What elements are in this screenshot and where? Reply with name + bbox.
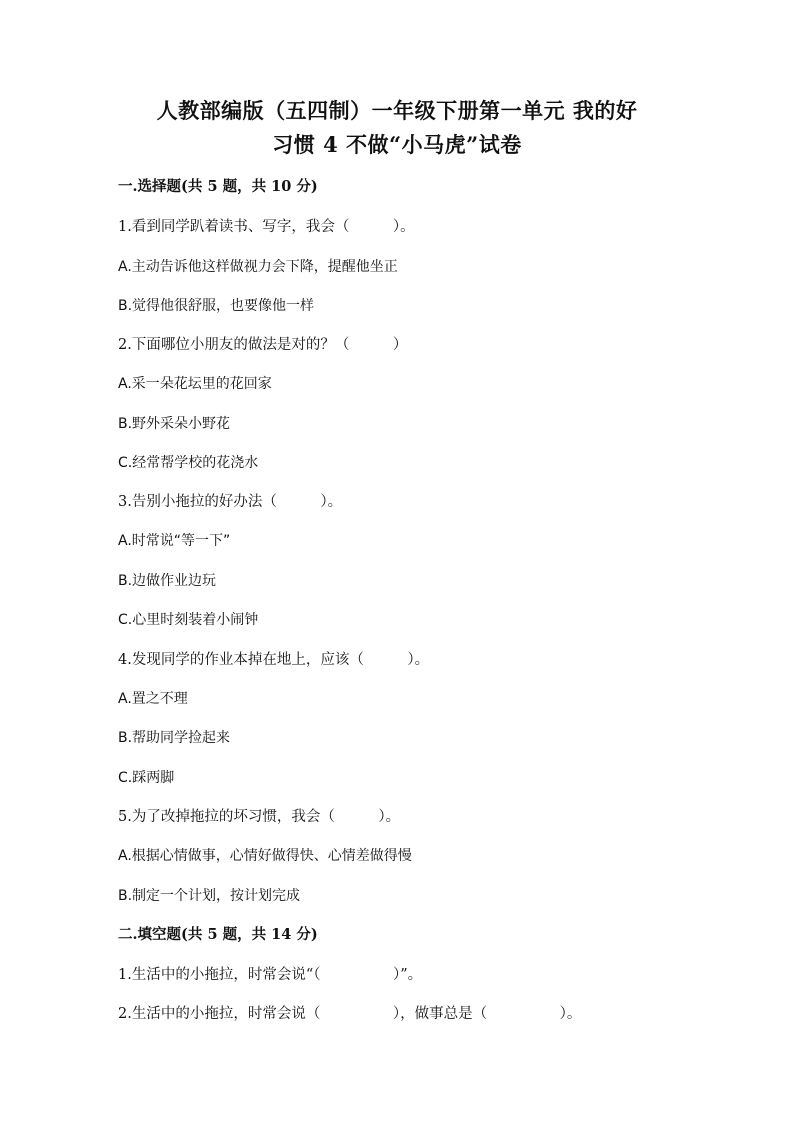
answer-option: B.野外采朵小野花 [118, 416, 231, 432]
answer-option: A.根据心情做事，心情好做得快、心情差做得慢 [118, 848, 412, 864]
answer-option: A.时常说“等一下” [118, 533, 231, 549]
section-heading-fill-in-blank: 二.填空题(共 5 题，共 14 分) [118, 926, 318, 943]
answer-option: A.主动告诉他这样做视力会下降，提醒他坐正 [118, 259, 398, 275]
answer-option: C.心里时刻装着小闹钟 [118, 612, 259, 628]
question-stem: 5.为了改掉拖拉的坏习惯，我会（ ）。 [118, 809, 401, 825]
question-stem: 2.下面哪位小朋友的做法是对的？（ ） [118, 337, 408, 353]
question-stem: 2.生活中的小拖拉，时常会说（ ），做事总是（ ）。 [118, 1006, 582, 1022]
answer-option: C.踩两脚 [118, 770, 175, 786]
answer-option: B.制定一个计划，按计划完成 [118, 888, 301, 904]
answer-option: B.帮助同学捡起来 [118, 730, 231, 746]
answer-option: B.边做作业边玩 [118, 573, 217, 589]
question-stem: 1.生活中的小拖拉，时常会说“（ ）”。 [118, 967, 423, 983]
section-heading-multiple-choice: 一.选择题(共 5 题，共 10 分) [118, 178, 318, 195]
answer-option: A.采一朵花坛里的花回家 [118, 376, 272, 392]
question-stem: 1.看到同学趴着读书、写字，我会（ ）。 [118, 219, 415, 235]
answer-option: B.觉得他很舒服，也要像他一样 [118, 298, 315, 314]
exam-title-line-2: 习惯 4 不做“小马虎”试卷 [272, 132, 522, 157]
answer-option: A.置之不理 [118, 691, 188, 707]
question-stem: 4.发现同学的作业本掉在地上，应该（ ）。 [118, 652, 430, 668]
exam-title-line-1: 人教部编版（五四制）一年级下册第一单元 我的好 [156, 98, 638, 123]
question-stem: 3.告别小拖拉的好办法（ ）。 [118, 494, 343, 510]
answer-option: C.经常帮学校的花浇水 [118, 455, 259, 471]
